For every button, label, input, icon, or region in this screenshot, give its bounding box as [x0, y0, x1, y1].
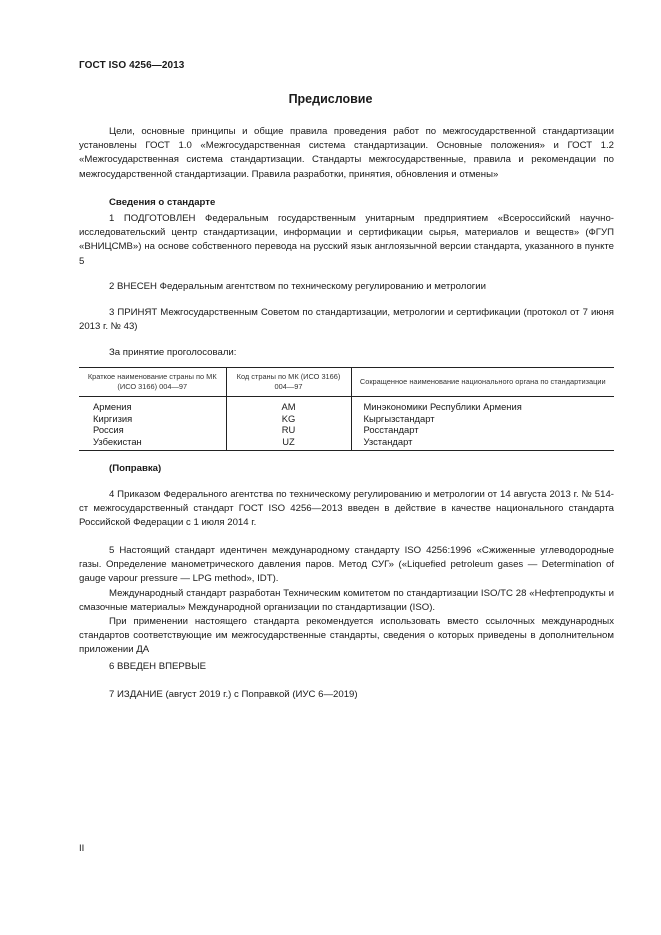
cell-country: Киргизия [79, 413, 226, 425]
voting-table [79, 367, 614, 451]
item-5 [79, 544, 614, 658]
vote-intro-text: За принятие проголосовали: [109, 347, 237, 358]
section-heading: Сведения о стандарте [109, 197, 216, 208]
amendment-note [79, 462, 614, 476]
item-3 [79, 306, 614, 334]
item-7-text: 7 ИЗДАНИЕ (август 2019 г.) с Поправкой (ИУС 6—2019) [109, 689, 358, 700]
vote-intro [79, 346, 614, 360]
cell-body: Кыргызстандарт [363, 412, 435, 424]
item-4-text: 4 Приказом Федерального агентства по техническому регулированию и метрологии от 14 августа 2013 г. № 514-ст межгосударственный стандарт ГОСТ ISO 4256—2013 введен в действие в качестве национального стандарта Российской Федерации с 1 июля 2014 г. [79, 489, 614, 529]
item-6-text: 6 ВВЕДЕН ВПЕРВЫЕ [109, 661, 207, 672]
table-header-row [79, 368, 614, 397]
cell-body: Узстандарт [351, 436, 614, 451]
cell-body: Минэкономики Республики Армения [363, 401, 522, 412]
header-country-code: Код страны по МК (ИСО 3166) 004—97 [226, 368, 351, 397]
item-1 [79, 212, 614, 269]
page-title: Предисловие [288, 92, 373, 106]
item-2 [79, 280, 614, 294]
cell-country: Армения [79, 397, 226, 413]
table-row [79, 397, 614, 413]
cell-code: UZ [226, 436, 351, 451]
cell-code: KG [226, 413, 351, 425]
cell-country: Россия [79, 424, 226, 436]
header-country-name: Краткое наименование страны по МК (ИСО 3166) 004—97 [79, 368, 226, 397]
table-row [79, 424, 614, 436]
page-number: II [79, 843, 85, 854]
item-7 [79, 688, 614, 702]
item-6 [79, 660, 614, 674]
intro-text: Цели, основные принципы и общие правила проведения работ по межгосударственной стандартизации установлены ГОСТ 1.0 «Межгосударственная система стандартизации. Основные положения» и ГОСТ 1.2 «Межгосударственная система стандартизации. Стандарты межгосударственные, правила и рекомендации по межгосударственной стандартизации. Правила разработки, принятия, обновления и отмены» [79, 126, 614, 180]
cell-body: Росстандарт [363, 424, 419, 436]
table-row [79, 413, 614, 425]
item-4 [79, 488, 614, 531]
document-id-header: ГОСТ ISO 4256—2013 [79, 60, 185, 71]
table-row [79, 436, 614, 451]
section-heading-block [79, 196, 614, 210]
header-standards-body: Сокращенное наименование национального органа по стандартизации [351, 368, 614, 397]
cell-code: AM [226, 397, 351, 413]
item-2-text: 2 ВНЕСЕН Федеральным агентством по техническому регулированию и метрологии [109, 281, 487, 292]
cell-code: RU [226, 424, 351, 436]
amendment-text: (Поправка) [109, 463, 162, 474]
item-5-text: 5 Настоящий стандарт идентичен международному стандарту ISO 4256:1996 «Сжиженные углеводородные газы. Определение манометрического давления паров. Метод СУГ» («Liquefied petroleum gases — Determination of gauge vapour pressure — LPG method», IDT). [79, 545, 614, 585]
item-5-usage-text: При применении настоящего стандарта рекомендуется использовать вместо ссылочных международных стандартов соответствующие им межгосударственные стандарты, сведения о которых приведены в дополнительном приложении ДА [79, 616, 614, 656]
item-5-committee-text: Международный стандарт разработан Техническим комитетом по стандартизации ISO/TC 28 «Нефтепродукты и смазочные материалы» Международной организации по стандартизации (ISO). [79, 587, 614, 613]
item-3-text: 3 ПРИНЯТ Межгосударственным Советом по стандартизации, метрологии и сертификации (протокол от 7 июня 2013 г. № 43) [79, 307, 614, 333]
intro-paragraph [79, 125, 614, 182]
item-1-text: 1 ПОДГОТОВЛЕН Федеральным государственным унитарным предприятием «Всероссийский научно-исследовательский центр стандартизации, информации и сертификации сырья, материалов и веществ» (ФГУП «ВНИЦСМВ») на основе собственного перевода на русский язык англоязычной версии стандарта, указанного в пункте 5 [79, 213, 614, 267]
cell-country: Узбекистан [79, 436, 226, 451]
